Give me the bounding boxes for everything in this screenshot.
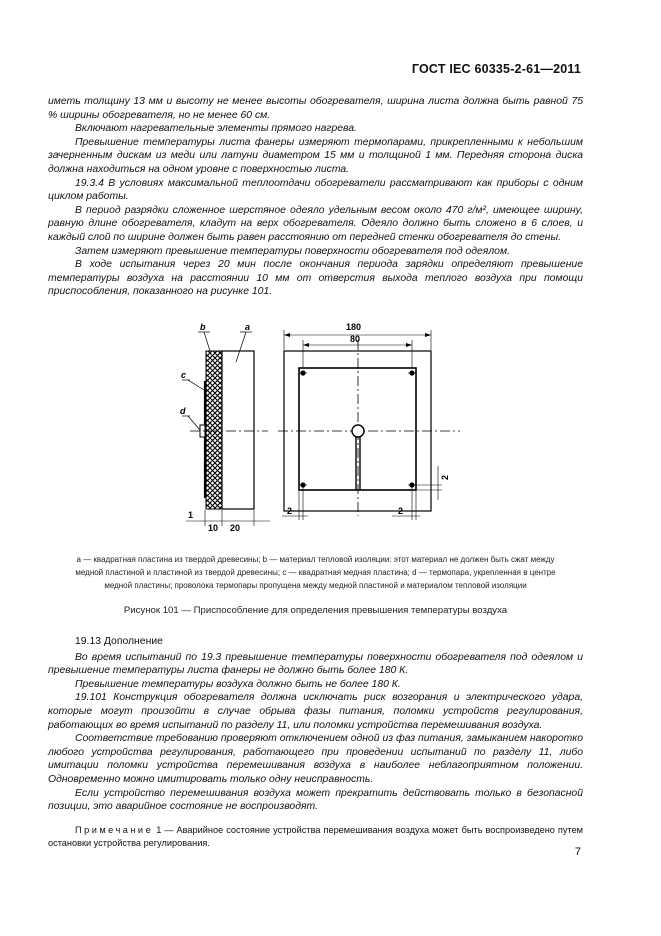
label-c: c — [181, 370, 187, 380]
legend-line: медной пластины; проволока термопары пропущена между медной пластиной и материалом тепловой изоляции — [104, 581, 527, 590]
paragraph: 19.101 Конструкция обогревателя должна исключать риск возгорания и электрического удара, которые могут произойти в случае обрыва фазы питания, поломки устройств регулирования, работающих во время испытаний по разделу 11, или поломки устройства перемешивания воздуха. — [48, 692, 583, 731]
section-title: 19.13 Дополнение — [75, 636, 163, 647]
paragraph: В ходе испытания через 20 мин после окончания периода зарядки определяют превышение температуры воздуха на расстоянии 10 мм от отверстия выхода теплого воздуха при помощи приспособления, показанного на рисунке 101. — [48, 259, 583, 298]
dim-1: 1 — [188, 510, 194, 520]
label-d: d — [180, 406, 186, 416]
note-text: 1 — Аварийное состояние устройства перемешивания воздуха может быть воспроизведено путем остановки устройства регулирования. — [48, 824, 583, 848]
paragraph: 19.3.4 В условиях максимальной теплоотдачи обогреватели рассматривают как приборы с одним циклом работы. — [48, 177, 583, 203]
legend-line: a — квадратная пластина из твердой древесины; b — материал тепловой изоляции: этот материал не должен быть сжат между — [76, 555, 555, 564]
legend-line: медной пластиной и пластиной из твердой древесины; c — квадратная медная пластина; d — термопара, укрепленная в центре — [75, 568, 556, 577]
paragraph: Соответствие требованию проверяют отключением одной из фаз питания, замыканием накоротко любого устройства регулирования, работающего при проведении испытаний по разделу 11, либо имитации поломки устройства перемешивания воздуха в наиболее неблагоприятном положении. Одновременно можно имитировать только одну неисправность. — [48, 733, 583, 785]
document-header: ГОСТ IEC 60335-2-61—2011 — [411, 62, 581, 76]
figure-legend — [48, 553, 583, 592]
thermocouple-hole — [352, 425, 364, 437]
dim-180: 180 — [346, 322, 362, 332]
figure-caption: Рисунок 101 — Приспособление для определения превышения температуры воздуха — [123, 605, 508, 616]
label-a: a — [245, 322, 251, 332]
paragraph: Затем измеряют превышение температуры поверхности обогревателя под одеялом. — [75, 245, 510, 257]
page-number: 7 — [574, 846, 581, 858]
paragraph: иметь толщину 13 мм и высоту не менее высоты обогревателя, ширина листа должна быть равной 75 % ширины обогревателя, но не менее 60 см. — [48, 96, 583, 121]
top-text-block — [48, 95, 583, 299]
note — [48, 824, 583, 850]
figure-drawing — [170, 318, 470, 533]
dim-2-bottom-right: 2 — [398, 506, 404, 516]
dim-20: 20 — [230, 523, 241, 533]
note-label: Примечание — [75, 824, 154, 835]
wood-plate-side — [222, 351, 254, 509]
paragraph: Если устройство перемешивания воздуха может прекратить действовать только в безопасной позиции, это аварийное состояние не воспроизводят. — [48, 787, 583, 813]
bottom-paragraphs — [48, 651, 583, 814]
paragraph: Включают нагревательные элементы прямого нагрева. — [75, 123, 357, 135]
paragraph: Во время испытаний по 19.3 превышение температуры поверхности обогревателя под одеялом и превышение температуры листа фанеры не должно быть более 180 К. — [48, 651, 583, 677]
figure-101 — [170, 318, 470, 533]
paragraph: Превышение температуры воздуха должно быть не более 180 К. — [75, 678, 401, 690]
label-b: b — [200, 322, 206, 332]
dim-80: 80 — [350, 334, 361, 344]
dim-2-bottom-left: 2 — [287, 506, 293, 516]
paragraph: В период разрядки сложенное шерстяное одеяло удельным весом около 470 г/м², имеющее ширину, равную длине обогревателя, кладут на верх обогревателя. Одеяло должно быть сложено в 6 слоев, и каждый слой по ширине должен быть равен расстоянию от передней стенки обогревателя до стены. — [48, 204, 583, 243]
paragraph: Превышение температуры листа фанеры измеряют термопарами, прикрепленными к небольшим зачерненным дискам из меди или латуни диаметром 15 мм и толщиной 1 мм. Передняя сторона диска должна находиться на одном уровне с поверхностью листа. — [48, 136, 583, 175]
insulation-layer — [206, 351, 222, 509]
dim-10: 10 — [208, 523, 219, 533]
bottom-text-block — [48, 635, 583, 849]
dim-2-right: 2 — [440, 474, 450, 480]
